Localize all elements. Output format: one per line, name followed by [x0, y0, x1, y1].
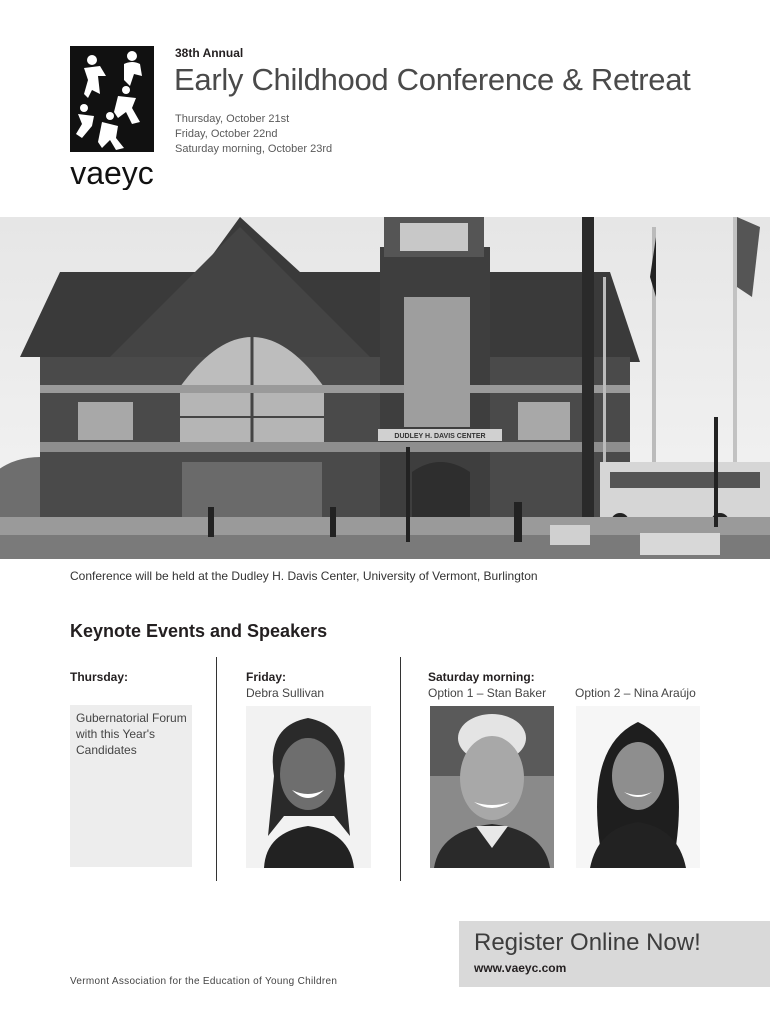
- svg-text:DUDLEY H. DAVIS CENTER: DUDLEY H. DAVIS CENTER: [394, 433, 486, 440]
- organization-name: Vermont Association for the Education of Young Children: [70, 976, 338, 987]
- friday-label: Friday:: [246, 670, 287, 684]
- venue-caption: Conference will be held at the Dudley H. Davis Center, University of Vermont, Burlington: [70, 569, 538, 583]
- date-saturday: Saturday morning, October 23rd: [175, 143, 333, 155]
- venue-photo: [0, 217, 770, 559]
- nina-araujo-portrait: [576, 706, 700, 868]
- keynote-heading: Keynote Events and Speakers: [70, 621, 328, 641]
- edition-label: 38th Annual: [175, 46, 244, 60]
- saturday-label: Saturday morning:: [428, 670, 535, 684]
- saturday-option-2: Option 2 – Nina Araújo: [575, 686, 696, 700]
- column-divider: [216, 657, 217, 881]
- register-url-link[interactable]: www.vaeyc.com: [474, 961, 567, 975]
- debra-sullivan-portrait: [246, 706, 371, 868]
- conference-dates: [175, 112, 332, 157]
- register-title[interactable]: Register Online Now!: [474, 929, 701, 956]
- column-divider-2: [400, 657, 401, 881]
- saturday-option-1: Option 1 – Stan Baker: [428, 686, 547, 700]
- thursday-event: Gubernatorial Forum with this Year's Candidates: [76, 711, 187, 757]
- date-friday: Friday, October 22nd: [175, 128, 278, 140]
- vaeyc-logo: [70, 46, 154, 190]
- page-title: Early Childhood Conference & Retreat: [174, 62, 691, 97]
- friday-speaker: Debra Sullivan: [246, 686, 325, 700]
- date-thursday: Thursday, October 21st: [175, 113, 290, 125]
- svg-text:vaeyc: vaeyc: [70, 155, 154, 190]
- thursday-label: Thursday:: [70, 670, 129, 684]
- stan-baker-portrait: [430, 706, 554, 868]
